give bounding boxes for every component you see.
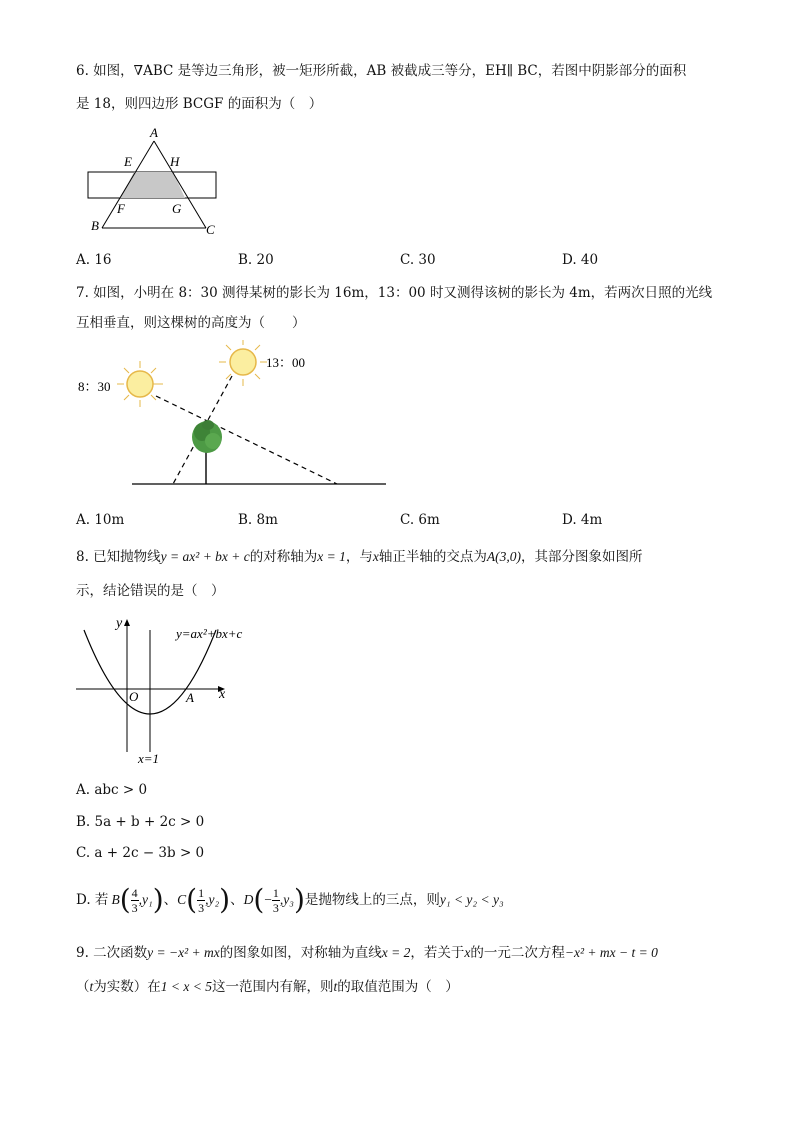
q8-option-d-prefix: D. 若 (76, 892, 109, 908)
q9-text-a: 9. 二次函数 (76, 945, 148, 961)
tree-icon (192, 420, 222, 484)
q8-graph-y-label: y (116, 616, 123, 631)
q8-y-axis-arrow (124, 619, 130, 626)
q8-equation: y = ax² + bx + c (160, 549, 250, 564)
q9-axis: x = 2 (381, 945, 411, 960)
q7-text-line2: 互相垂直，则这棵树的高度为（ ） (76, 315, 306, 331)
q9-t-var: t (89, 979, 94, 994)
q8-option-d-paren: ( (186, 883, 198, 916)
q9-text-c: ，若关于 (410, 945, 465, 961)
q9-text-line1 (76, 944, 658, 962)
q6-text-line2: 是 18，则四边形 BCGF 的面积为（ ） (76, 96, 323, 112)
q8-option-d-y2: ,y₂ (205, 892, 220, 907)
q8-x-var: x (372, 549, 379, 564)
q8-option-a[interactable] (76, 781, 147, 799)
q8-frac-d-num: 1 (272, 885, 279, 900)
q7-option-d[interactable]: D. 4m (562, 512, 603, 528)
q6-label-g: G (172, 201, 182, 216)
q8-option-d-sep1: 、 (163, 892, 178, 908)
q8-option-d-point-b: B (111, 892, 120, 907)
q8-option-d-post: 是抛物线上的三点，则 (304, 892, 440, 908)
q9-text-d: 的一元二次方程 (470, 945, 565, 961)
q8-frac-c-num: 1 (198, 885, 205, 900)
q8-option-d-paren: ) (293, 883, 305, 916)
q8-option-d-y3: ,y₃ (279, 892, 294, 907)
q8-frac-b-den: 3 (131, 900, 138, 915)
q7-time-1300: 13：00 (266, 355, 306, 370)
q8-option-d-paren: ) (219, 883, 231, 916)
q8-text-e: ，其部分图象如图所 (521, 549, 643, 565)
q8-option-b-text: B. 5a + b + 2c > 0 (76, 814, 205, 830)
q8-frac-d-den: 3 (272, 900, 279, 915)
q8-parabola-graph (72, 612, 272, 772)
q8-graph-point-a: A (186, 690, 194, 705)
q8-frac-c-den: 3 (198, 900, 205, 915)
q8-option-d-y1: ,y₁ (138, 892, 153, 907)
q7-option-b[interactable]: B. 8m (238, 512, 278, 528)
sun-icon-0830 (117, 361, 163, 407)
q8-option-b[interactable] (76, 813, 204, 831)
q8-text-line1 (76, 548, 643, 566)
q6-label-e: E (124, 154, 132, 169)
q8-option-a-text: A. abc > 0 (76, 782, 148, 798)
q8-text-c: ，与 (345, 549, 373, 565)
q8-option-d-fraction-c (197, 886, 205, 915)
q6-label-a: A (150, 125, 158, 140)
q8-axis: x = 1 (317, 549, 346, 564)
q8-graph-origin: O (129, 689, 139, 704)
q9-text-e: （ (76, 979, 90, 995)
q7-option-a[interactable]: A. 10m (76, 512, 125, 528)
q6-label-b: B (91, 218, 99, 233)
q8-graph-axis-label: x=1 (138, 751, 160, 766)
q6-option-c[interactable]: C. 30 (400, 252, 436, 268)
q6-text-line1: 6. 如图，∇ABC 是等边三角形，被一矩形所截，AB 被截成三等分，EH∥ BC，若图中阴影部分的面积 (76, 63, 687, 79)
q7-text-line1: 7. 如图，小明在 8：30 测得某树的影长为 16m，13：00 时又测得该树的影长为 4m，若两次日照的光线 (76, 285, 713, 301)
q8-option-d-fraction-d (272, 886, 280, 915)
q9-text-g: 这一范围内有解，则 (211, 979, 334, 995)
q8-graph-x-label: x (219, 687, 226, 702)
q8-option-d-point-d: D (243, 892, 254, 907)
q8-option-c-text: C. a + 2c − 3b > 0 (76, 845, 205, 861)
q9-x-var: x (464, 945, 471, 960)
q8-frac-b-num: 4 (131, 885, 138, 900)
q9-equation: y = −x² + mx (147, 945, 220, 960)
q7-ray-0830 (156, 396, 337, 484)
q8-option-c[interactable] (76, 844, 204, 862)
q8-option-d-minus: − (264, 892, 272, 907)
q9-t-var-2: t (333, 979, 338, 994)
q7-time-0830: 8：30 (78, 379, 111, 394)
q8-option-d-paren: ) (152, 883, 164, 916)
q8-text-line2: 示，结论错误的是（ ） (76, 583, 225, 599)
q7-option-c[interactable]: C. 6m (400, 512, 440, 528)
q6-triangle-figure (84, 124, 224, 239)
q8-text-a: 8. 已知抛物线 (76, 549, 161, 565)
q6-option-b[interactable]: B. 20 (238, 252, 274, 268)
q8-point-a: A(3,0) (486, 549, 522, 564)
q8-text-d: 轴正半轴的交点为 (378, 549, 487, 565)
q8-option-d-paren: ( (253, 883, 265, 916)
q9-equation-2: −x² + mx − t = 0 (564, 945, 658, 960)
q8-option-d-point-c: C (177, 892, 187, 907)
q6-label-c: C (206, 222, 215, 237)
q6-label-h: H (170, 154, 180, 169)
q9-text-line2 (76, 978, 459, 996)
q6-option-a[interactable]: A. 16 (76, 252, 112, 268)
q8-option-d[interactable] (76, 880, 504, 920)
q9-text-b: 的图象如图，对称轴为直线 (219, 945, 382, 961)
q8-text-b: 的对称轴为 (249, 549, 318, 565)
q9-text-h: 的取值范围为（ ） (337, 979, 459, 995)
q8-option-d-sep2: 、 (230, 892, 244, 908)
q8-option-d-fraction-b (131, 886, 139, 915)
q6-option-d[interactable]: D. 40 (562, 252, 599, 268)
q8-graph-equation: y=ax²+bx+c (176, 626, 243, 641)
q9-range: 1 < x < 5 (160, 979, 212, 994)
sun-icon-1300 (219, 340, 267, 386)
q7-tree-shadow-figure (74, 340, 394, 490)
q9-text-f: 为实数）在 (93, 979, 161, 995)
q8-option-d-paren: ( (119, 883, 131, 916)
q8-option-d-relation: y₁ < y₂ < y₃ (439, 892, 504, 907)
q6-label-f: F (117, 201, 125, 216)
